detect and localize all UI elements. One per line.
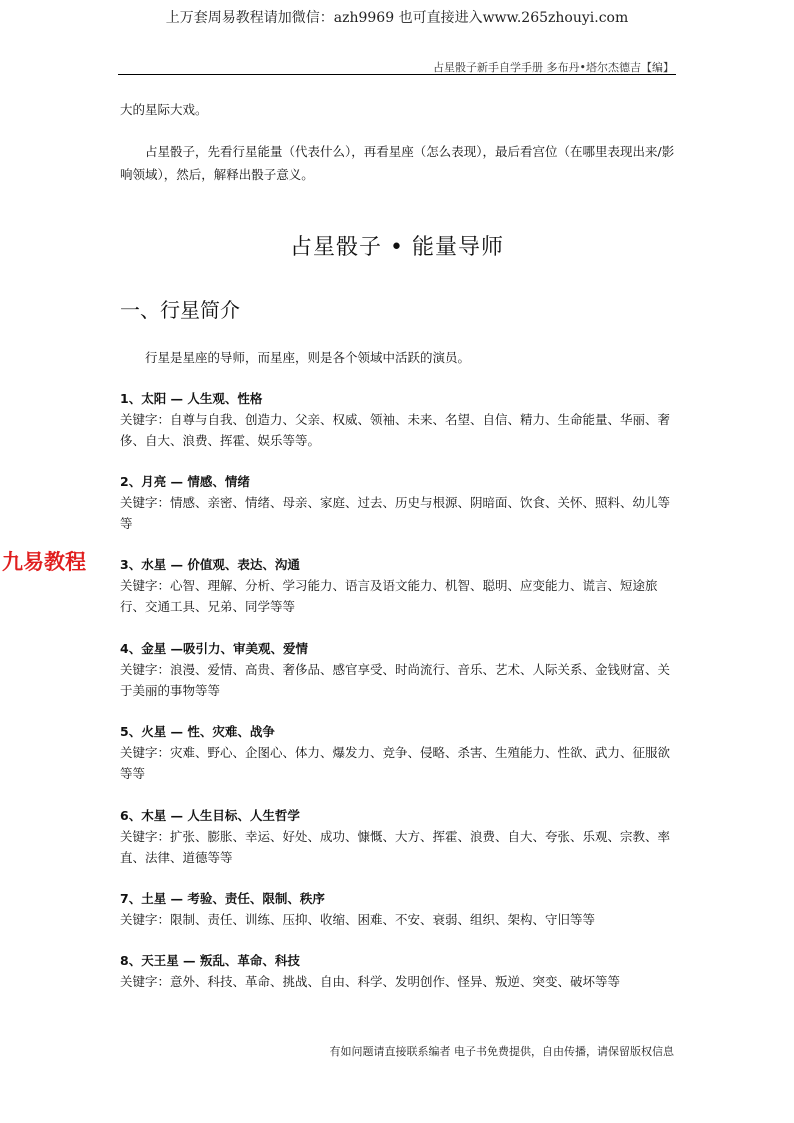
planet-entry-venus bbox=[120, 639, 680, 701]
lead-paragraph: 行星是星座的导师，而星座，则是各个领域中活跃的演员。 bbox=[145, 350, 471, 365]
planet-entry-saturn bbox=[120, 889, 680, 930]
intro-line: 大的星际大戏。 bbox=[120, 102, 208, 117]
running-header: 占星骰子新手自学手册 多布丹•塔尔杰德吉【编】 bbox=[433, 61, 674, 74]
page-footer: 有如问题请直接联系编者 电子书免费提供，自由传播，请保留版权信息 bbox=[329, 1045, 674, 1058]
planet-keywords: 关键字：意外、科技、革命、挑战、自由、科学、发明创作、怪异、叛逆、突变、破坏等等 bbox=[120, 974, 621, 989]
planet-title: 7、土星 — 考验、责任、限制、秩序 bbox=[120, 891, 325, 906]
planet-keywords: 关键字：浪漫、爱情、高贵、奢侈品、感官享受、时尚流行、音乐、艺术、人际关系、金钱财富、关于美丽的事物等等 bbox=[120, 662, 671, 698]
planet-entry-jupiter bbox=[120, 806, 680, 868]
planet-title: 6、木星 — 人生目标、人生哲学 bbox=[120, 808, 300, 823]
planet-entry-uranus bbox=[120, 951, 680, 992]
planet-entry-mars bbox=[120, 722, 680, 784]
planet-title: 1、太阳 — 人生观、性格 bbox=[120, 391, 263, 406]
intro-paragraph: 占星骰子，先看行星能量（代表什么），再看星座（怎么表现），最后看宫位（在哪里表现出来/影响领域），然后，解释出骰子意义。 bbox=[120, 144, 675, 182]
header-divider bbox=[118, 74, 676, 75]
planet-title: 5、火星 — 性、灾难、战争 bbox=[120, 724, 275, 739]
planet-title: 4、金星 —吸引力、审美观、爱情 bbox=[120, 641, 309, 656]
planet-entry-moon bbox=[120, 472, 680, 534]
planet-entry-mercury bbox=[120, 555, 680, 617]
planet-keywords: 关键字：自尊与自我、创造力、父亲、权威、领袖、未来、名望、自信、精力、生命能量、华丽、奢侈、自大、浪费、挥霍、娱乐等等。 bbox=[120, 412, 671, 448]
planet-title: 3、水星 — 价值观、表达、沟通 bbox=[120, 557, 300, 572]
planet-title: 8、天王星 — 叛乱、革命、科技 bbox=[120, 953, 300, 968]
top-banner: 上万套周易教程请加微信：azh9969 也可直接进入www.265zhouyi.com bbox=[165, 10, 629, 26]
planet-keywords: 关键字：限制、责任、训练、压抑、收缩、困难、不安、衰弱、组织、架构、守旧等等 bbox=[120, 912, 596, 927]
planet-title: 2、月亮 — 情感、情绪 bbox=[120, 474, 250, 489]
planet-keywords: 关键字：情感、亲密、情绪、母亲、家庭、过去、历史与根源、阴暗面、饮食、关怀、照料、幼儿等等 bbox=[120, 495, 671, 531]
watermark-logo: 九易教程 bbox=[2, 550, 86, 574]
sub-heading: 一、行星简介 bbox=[120, 298, 240, 322]
section-title: 占星骰子 • 能量导师 bbox=[290, 235, 504, 260]
planet-entry-sun bbox=[120, 389, 680, 451]
planet-keywords: 关键字：扩张、膨胀、幸运、好处、成功、慷慨、大方、挥霍、浪费、自大、夸张、乐观、宗教、率直、法律、道德等等 bbox=[120, 829, 671, 865]
planet-keywords: 关键字：心智、理解、分析、学习能力、语言及语文能力、机智、聪明、应变能力、谎言、短途旅行、交通工具、兄弟、同学等等 bbox=[120, 578, 658, 614]
planet-keywords: 关键字：灾难、野心、企图心、体力、爆发力、竞争、侵略、杀害、生殖能力、性欲、武力、征服欲等等 bbox=[120, 745, 671, 781]
